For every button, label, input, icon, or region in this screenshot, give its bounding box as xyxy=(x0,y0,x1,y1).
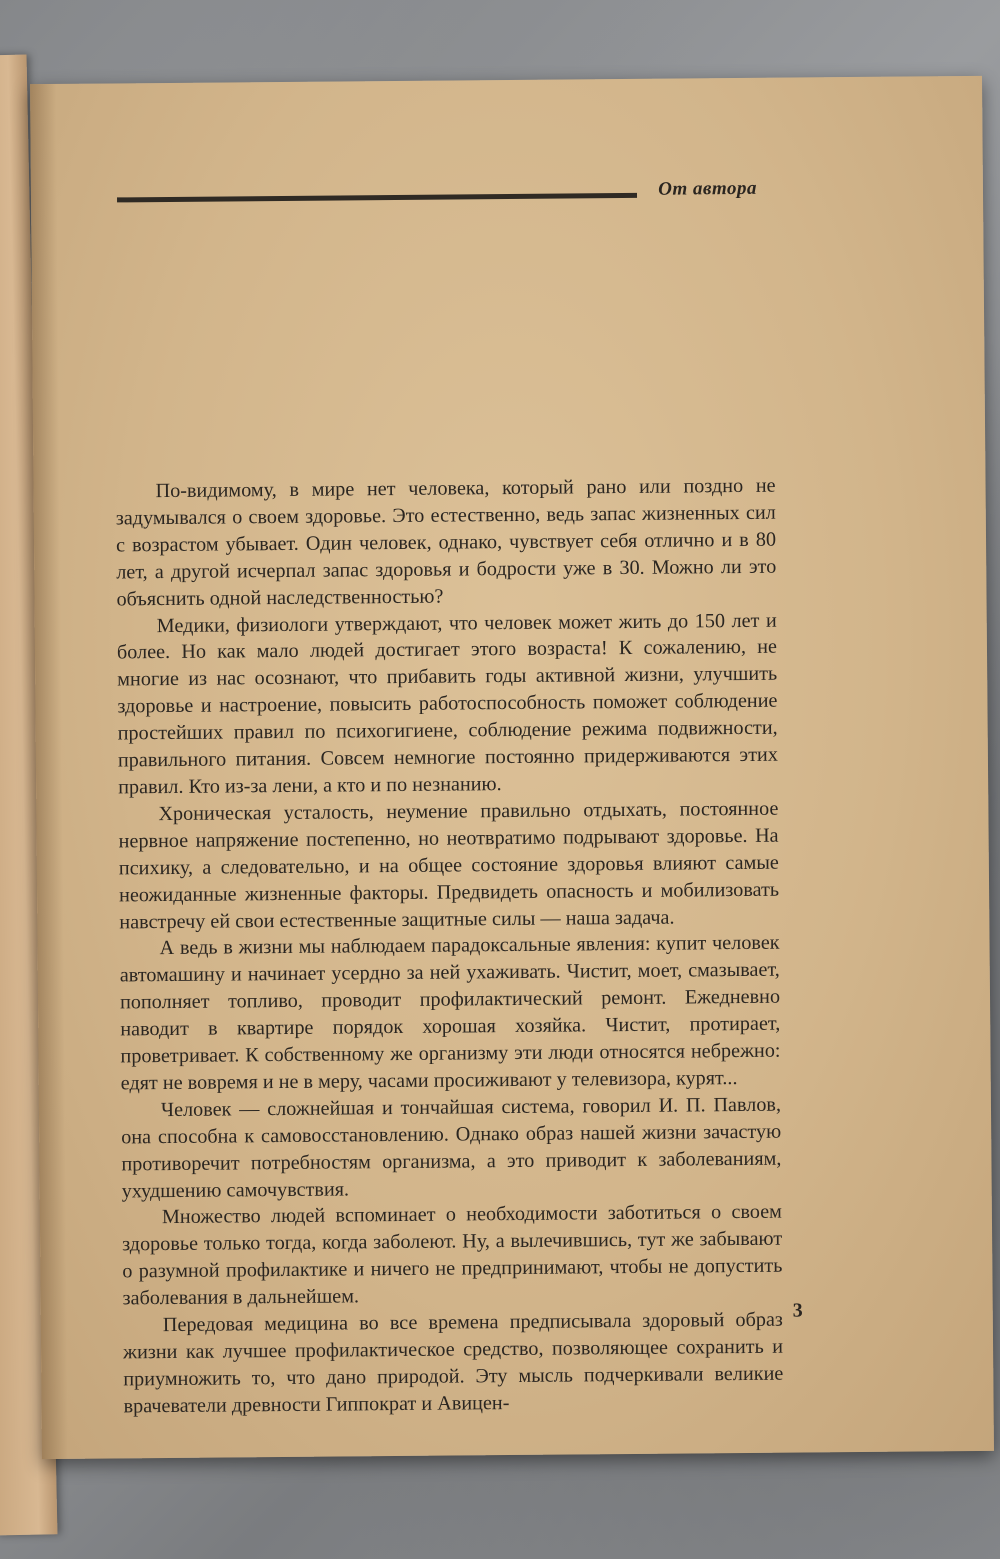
paragraph: Медики, физиологи утверждают, что человек может жить до 150 лет и более. Но как мало людей достигает этого возраста! К сожалению, не многие из нас осознают, что прибавить годы активной жизни, улучшить здоровье и настроение, повысить работоспособность поможет соблюдение простейших правил по психогигиене, соблюдение режима подвижности, правильного питания. Совсем немногие постоянно придерживаются этих правил. Кто из-за лени, а кто и по незнанию. xyxy=(116,609,778,799)
paragraph: Хроническая усталость, неумение правильно отдыхать, постоянное нервное напряжение постепенно, но неотвратимо подрывают здоровье. На психику, а следовательно, и на общее состояние здоровья влияют самые неожиданные жизненные факторы. Предвидеть опасность и мобилизовать навстречу ей свои естественные защитные силы — наша задача. xyxy=(118,797,780,933)
running-head xyxy=(117,178,757,214)
paragraph: А ведь в жизни мы наблюдаем парадоксальные явления: купит человек автомашину и начинает усердно за ней ухаживать. Чистит, моет, смазывает, пополняет топливо, проводит профилактический ремонт. Ежедневно наводит в квартире порядок хорошая хозяйка. Чистит, протирает, проветривает. К собственному же организму эти люди относятся небрежно: едят не вовремя и не в меру, часами просиживают у телевизора, курят... xyxy=(119,932,781,1095)
paragraph: Передовая медицина во все времена предписывала здоровый образ жизни как лучшее профилактическое средство, позволяющее сохранить и приумножить то, что дано природой. Эту мысль подчеркивали великие врачеватели древности Гиппократ и Авицен- xyxy=(122,1308,784,1418)
page-number: 3 xyxy=(792,1299,803,1322)
paragraph: Человек — сложнейшая и тончайшая система, говорил И. П. Павлов, она способна к самовосстановлению. Однако образ нашей жизни зачастую противоречит потребностям организма, а это приводит к заболеваниям, ухудшению самочувствия. xyxy=(121,1093,782,1202)
paragraph: По-видимому, в мире нет человека, который рано или поздно не задумывался о своем здоровье. Это естественно, ведь запас жизненных сил с возрастом убывает. Один человек, однако, чувствует себя отлично и в 80 лет, а другой исчерпал запас здоровья и бодрости уже в 30. Можно ли это объяснить одной наследственностью? xyxy=(115,474,777,611)
body-text xyxy=(115,473,783,1420)
header-rule xyxy=(117,193,637,203)
section-title: От автора xyxy=(658,177,758,200)
paragraph: Множество людей вспоминает о необходимости заботиться о своем здоровье только тогда, когда заболеют. Ну, а вылечившись, тут же забывают о разумной профилактике и ничего не предпринимают, чтобы не допустить заболевания в дальнейшем. xyxy=(122,1201,783,1310)
book-page xyxy=(30,76,994,1459)
